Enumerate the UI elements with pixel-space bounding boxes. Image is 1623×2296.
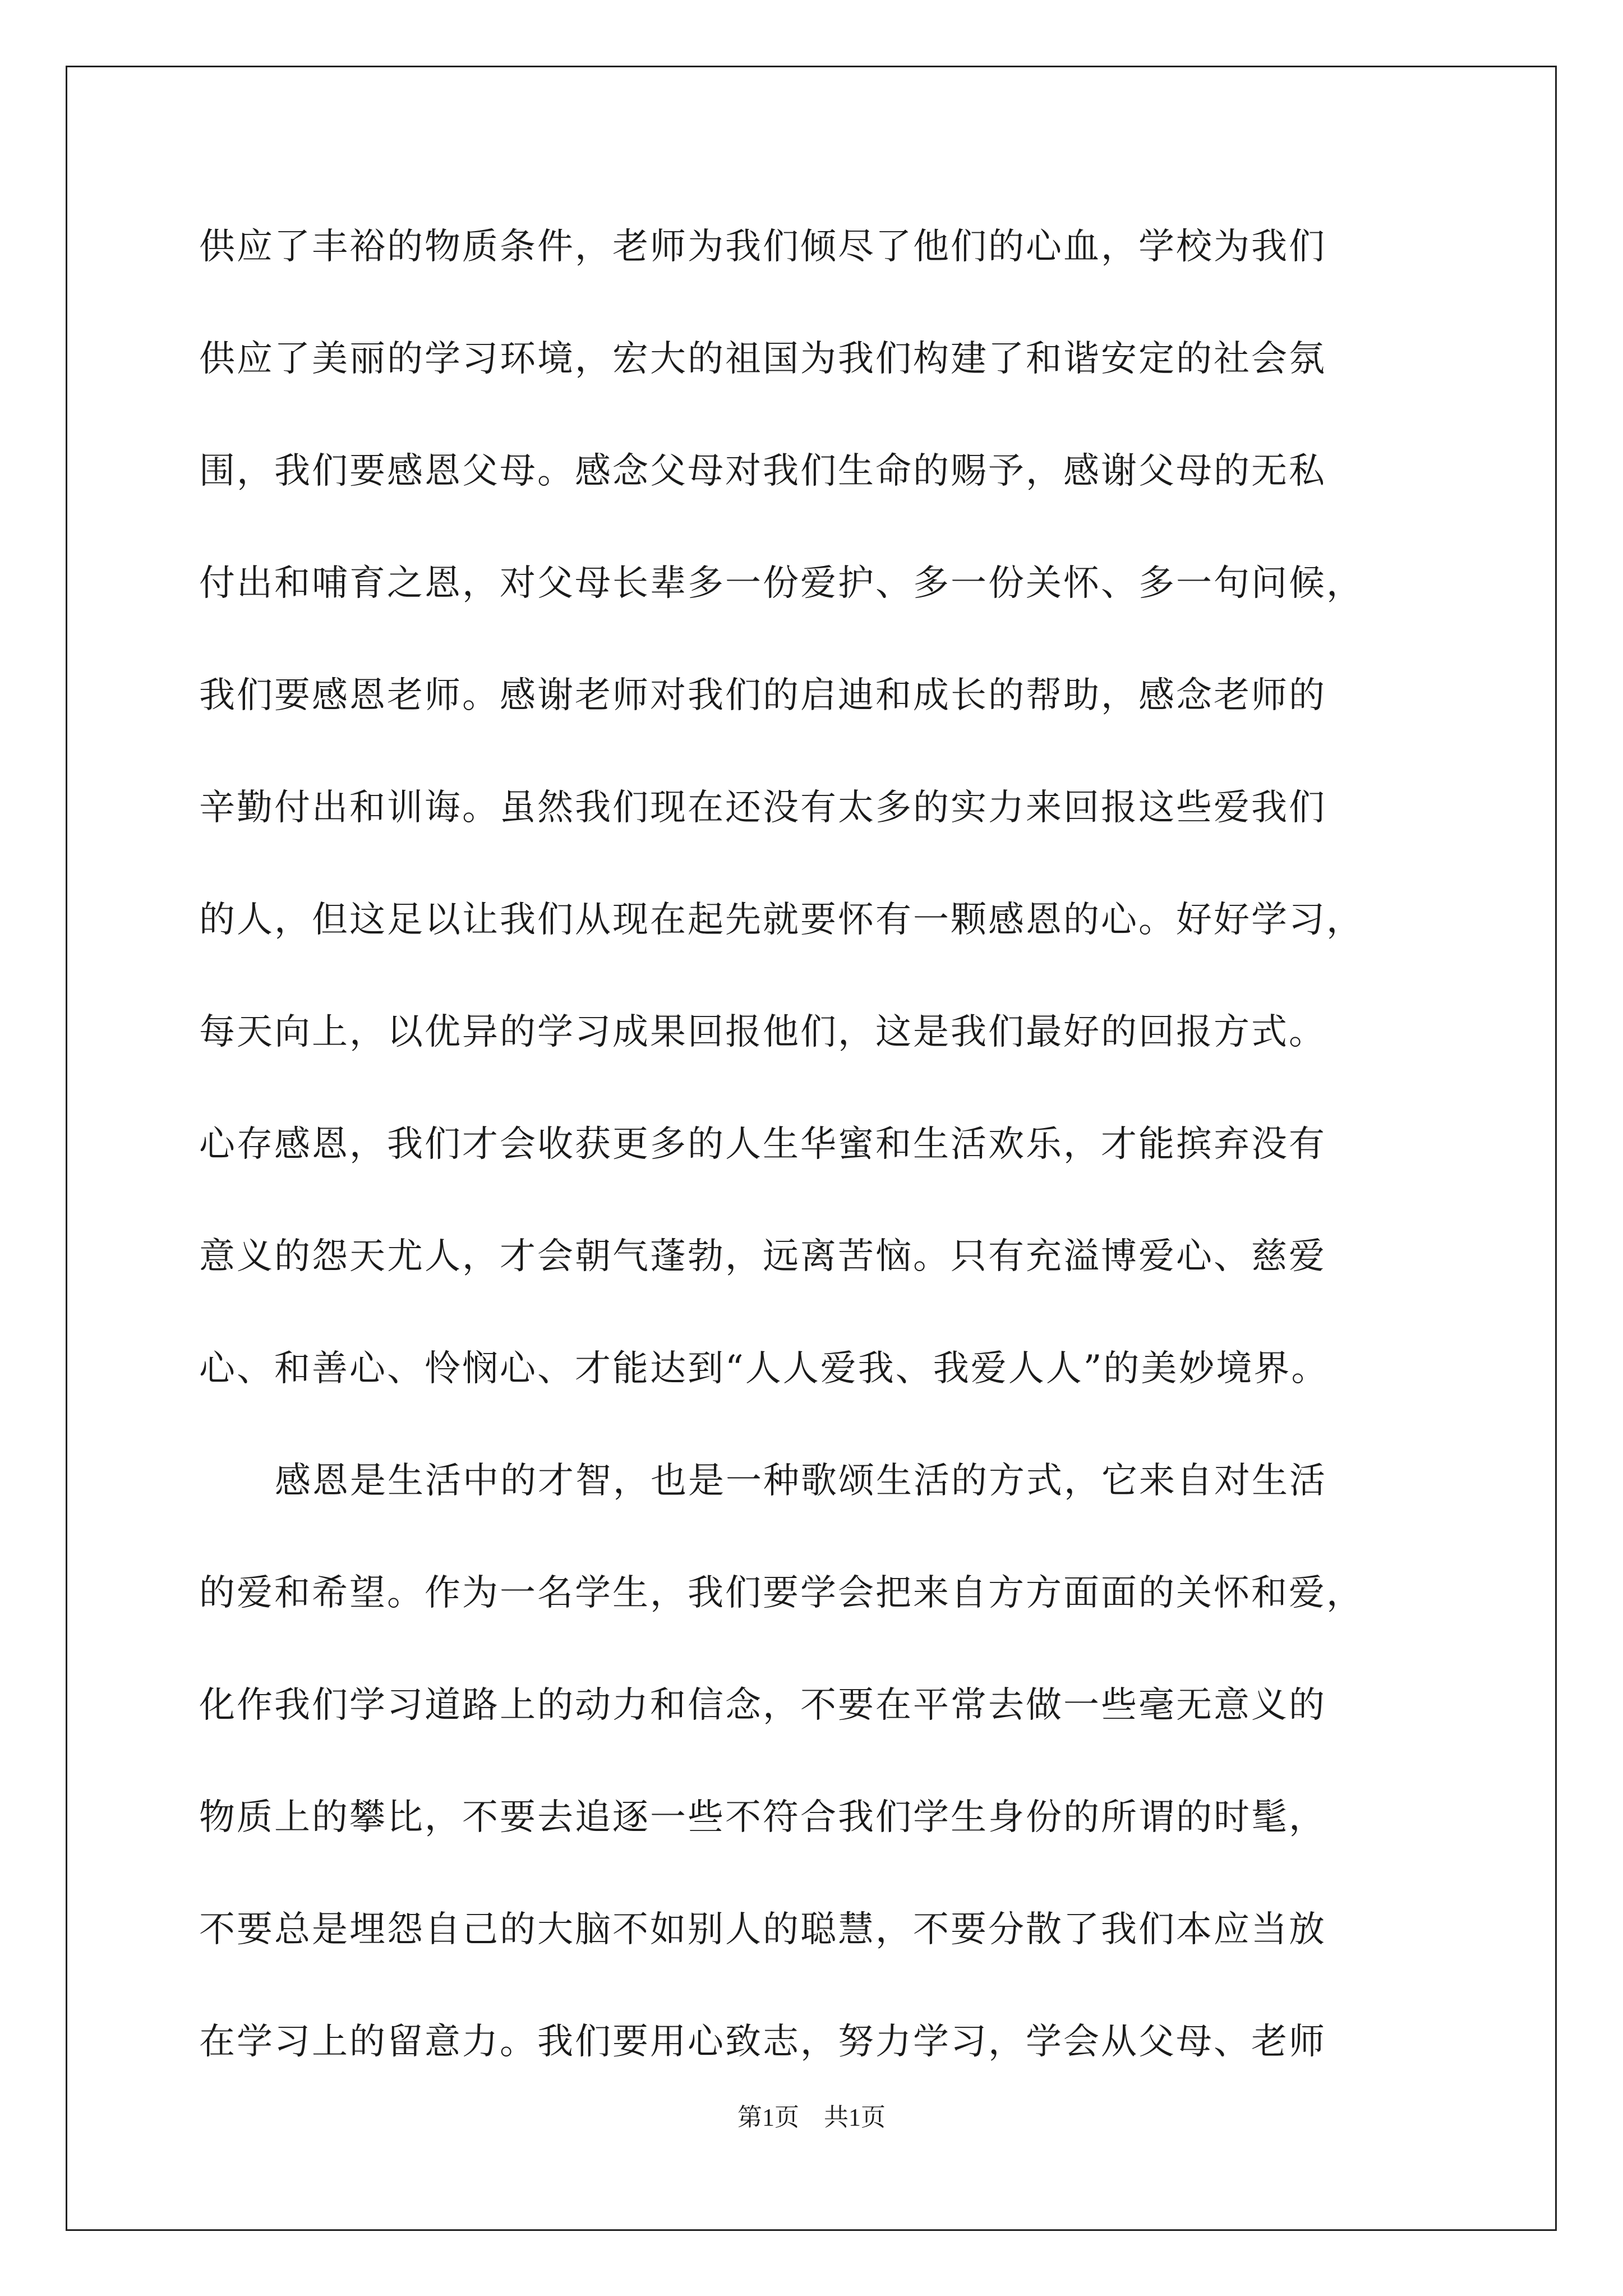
text-line: 心存感恩，我们才会收获更多的人生华蜜和生活欢乐，才能摈弃没有 bbox=[199, 1124, 1326, 1165]
text-line: 意义的怨天尤人，才会朝气蓬勃，远离苦恼。只有充溢博爱心、慈爱 bbox=[199, 1236, 1326, 1277]
text-line: 在学习上的留意力。我们要用心致志，努力学习，学会从父母、老师 bbox=[199, 2021, 1326, 2063]
text-line: 围，我们要感恩父母。感念父母对我们生命的赐予，感谢父母的无私 bbox=[199, 450, 1326, 492]
text-line: 的人，但这足以让我们从现在起先就要怀有一颗感恩的心。好好学习， bbox=[199, 899, 1364, 941]
paragraph-start-line: 感恩是生活中的才智，也是一种歌颂生活的方式，它来自对生活 bbox=[275, 1460, 1327, 1502]
text-line: 供应了丰裕的物质条件，老师为我们倾尽了他们的心血，学校为我们 bbox=[199, 226, 1326, 268]
text-line: 我们要感恩老师。感谢老师对我们的启迪和成长的帮助，感念老师的 bbox=[199, 675, 1326, 716]
text-line: 辛勤付出和训诲。虽然我们现在还没有太多的实力来回报这些爱我们 bbox=[199, 787, 1326, 829]
text-line: 心、和善心、怜悯心、才能达到“人人爱我、我爱人人”的美妙境界。 bbox=[199, 1348, 1329, 1389]
text-line: 物质上的攀比，不要去追逐一些不符合我们学生身份的所谓的时髦， bbox=[199, 1797, 1326, 1838]
page-footer: 第1页 共1页 bbox=[737, 2104, 886, 2131]
text-line: 供应了美丽的学习环境，宏大的祖国为我们构建了和谐安定的社会氛 bbox=[199, 338, 1326, 380]
text-line: 不要总是埋怨自己的大脑不如别人的聪慧，不要分散了我们本应当放 bbox=[199, 1909, 1326, 1950]
text-line: 的爱和希望。作为一名学生，我们要学会把来自方方面面的关怀和爱， bbox=[199, 1572, 1364, 1614]
text-line: 每天向上，以优异的学习成果回报他们，这是我们最好的回报方式。 bbox=[199, 1011, 1326, 1053]
text-line: 付出和哺育之恩，对父母长辈多一份爱护、多一份关怀、多一句问候， bbox=[199, 563, 1364, 604]
text-line: 化作我们学习道路上的动力和信念，不要在平常去做一些毫无意义的 bbox=[199, 1685, 1326, 1726]
